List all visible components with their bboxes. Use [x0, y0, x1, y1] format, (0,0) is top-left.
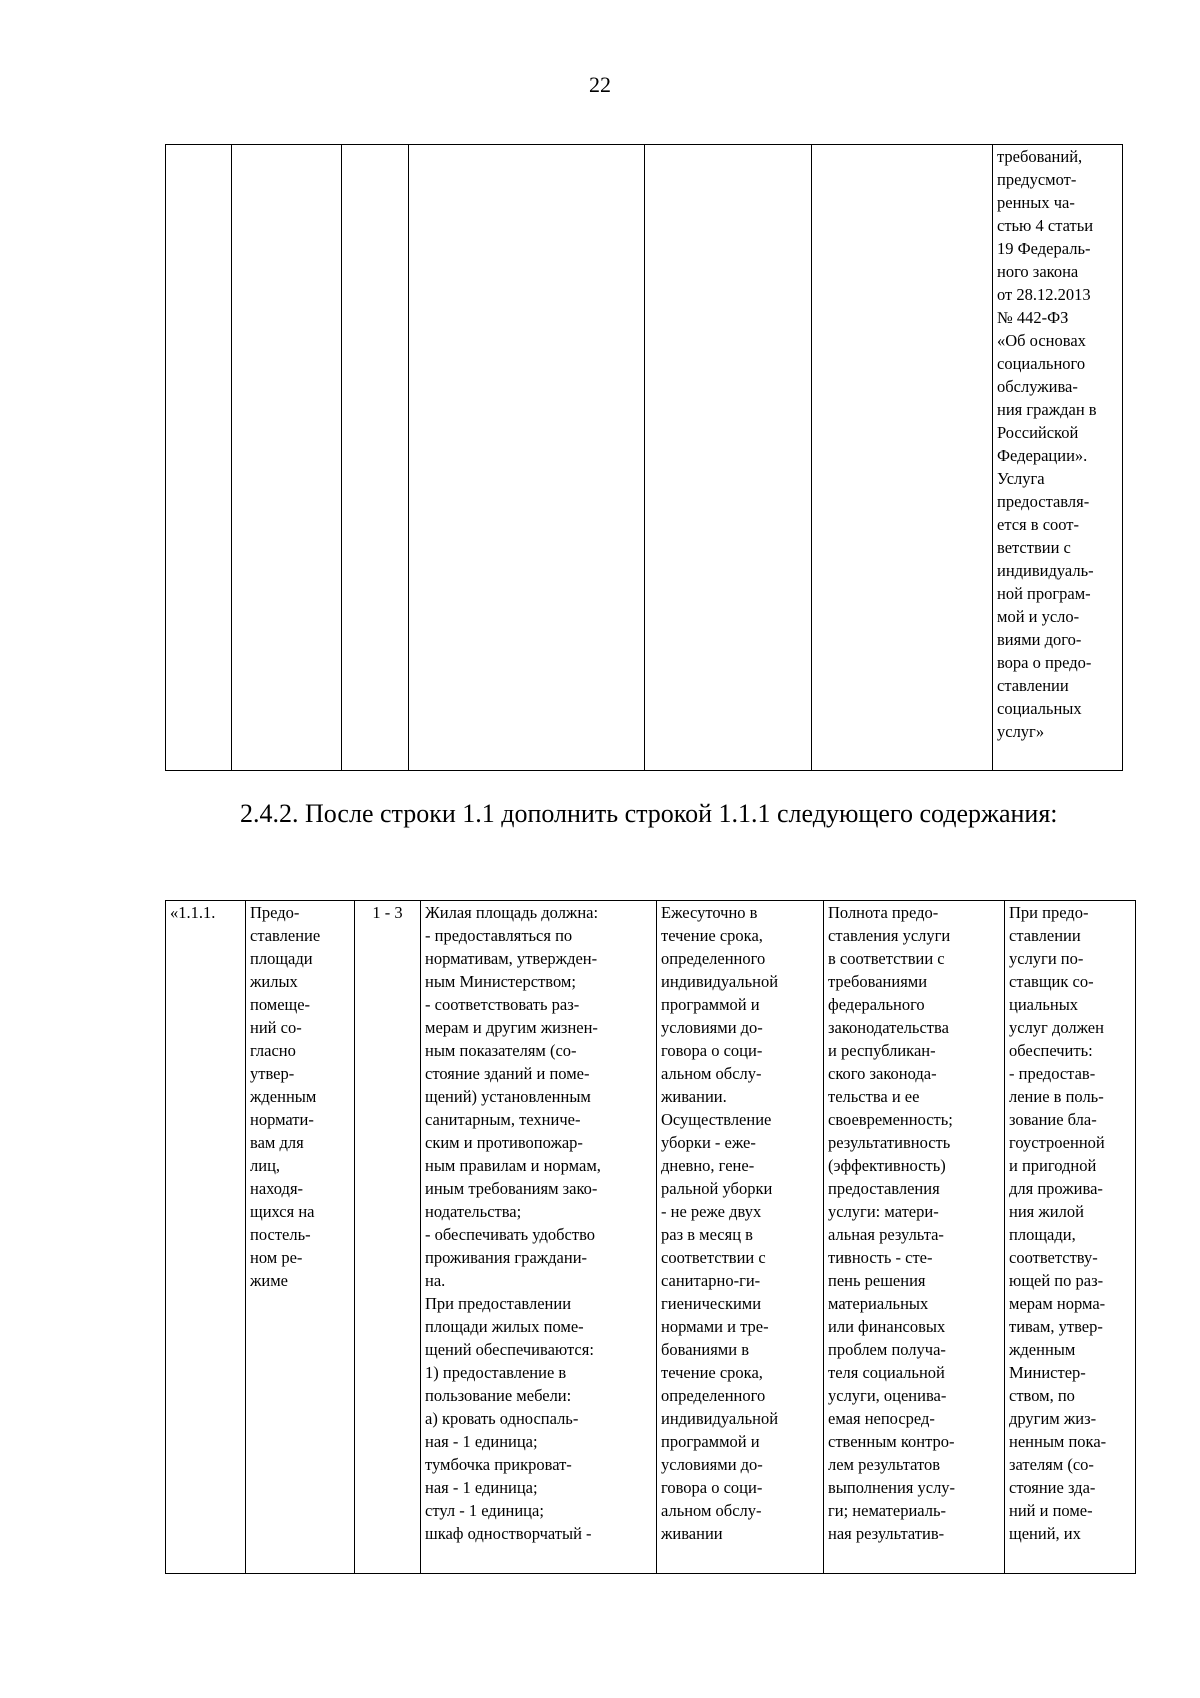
- table-new-row: [165, 900, 1136, 1574]
- amendment-paragraph: 2.4.2. После строки 1.1 дополнить строкой 1.1.1 следующего содержания:: [240, 799, 1058, 828]
- table-cell-service-name: [232, 145, 342, 771]
- table-cell-service-name: Предо- ставление площади жилых помеще- ний со- гласно утвер- жденным нормати- вам для лиц, находя- щихся на постель- ном ре- жиме: [246, 901, 355, 1574]
- table-cell-conditions: требований, предусмот- ренных ча- стью 4 статьи 19 Федераль- ного закона от 28.12.2013 № 442-ФЗ «Об основах социального обслужива- ния граждан в Российской Федерации». Услуга предоставля- ется в соот- ветствии с индивидуаль- ной програм- мой и усло- виями дого- вора о предо- ставлении социальных услуг»: [993, 145, 1123, 771]
- table-cell-conditions: При предо- ставлении услуги по- ставщик со- циальных услуг должен обеспечить: - предостав- ление в поль- зование бла- гоустроенной и пригодной для прожива- ния жилой площади, соответству- ющей по раз- мерам норма- тивам, утвер- жденным Министер- ством, по другим жиз- ненным пока- зателям (со- стояние зда- ний и поме- щений, их: [1005, 901, 1136, 1574]
- table-cell-description: Жилая площадь должна: - предоставляться по нормативам, утвержден- ным Министерством; - соответствовать раз- мерам и другим жизнен- ным показателям (со- стояние зданий и поме- щений) установленным санитарным, техниче- ским и противопожар- ным правилам и нормам, иным требованиям зако- нодательства; - обеспечивать удобство проживания граждани- на. При предоставлении площади жилых поме- щений обеспечиваются: 1) предоставление в пользование мебели: а) кровать односпаль- ная - 1 единица; тумбочка прикроват- ная - 1 единица; стул - 1 единица; шкаф одностворчатый -: [421, 901, 657, 1574]
- table-row: [166, 145, 1123, 771]
- page-number: 22: [589, 72, 611, 97]
- table-cell-number: «1.1.1.: [166, 901, 246, 1574]
- table-cell-quality: Полнота предо- ставления услуги в соответствии с требованиями федерального законодательства и республикан- ского законода- тельства и ее своевременность; результативность (эффективность) предоставления услуги: матери- альная результа- тивность - сте- пень решения материальных или финансовых проблем получа- теля социальной услуги, оценива- емая непосред- ственным контро- лем результатов выполнения услу- ги; нематериаль- ная результатив-: [824, 901, 1005, 1574]
- table-cell-timing: [645, 145, 812, 771]
- table-cell-quality: [812, 145, 993, 771]
- table-cell-group: 1 - 3: [355, 901, 421, 1574]
- table-cell-number: [166, 145, 232, 771]
- table-continuation: [165, 144, 1123, 771]
- table-cell-group: [342, 145, 409, 771]
- table-cell-description: [409, 145, 645, 771]
- table-row: [166, 901, 1136, 1574]
- table-cell-timing: Ежесуточно в течение срока, определенного индивидуальной программой и условиями до- говора о соци- альном обслу- живании. Осуществление уборки - еже- дневно, гене- ральной уборки - не реже двух раз в месяц в соответствии с санитарно-ги- гиеническими нормами и тре- бованиями в течение срока, определенного индивидуальной программой и условиями до- говора о соци- альном обслу- живании: [657, 901, 824, 1574]
